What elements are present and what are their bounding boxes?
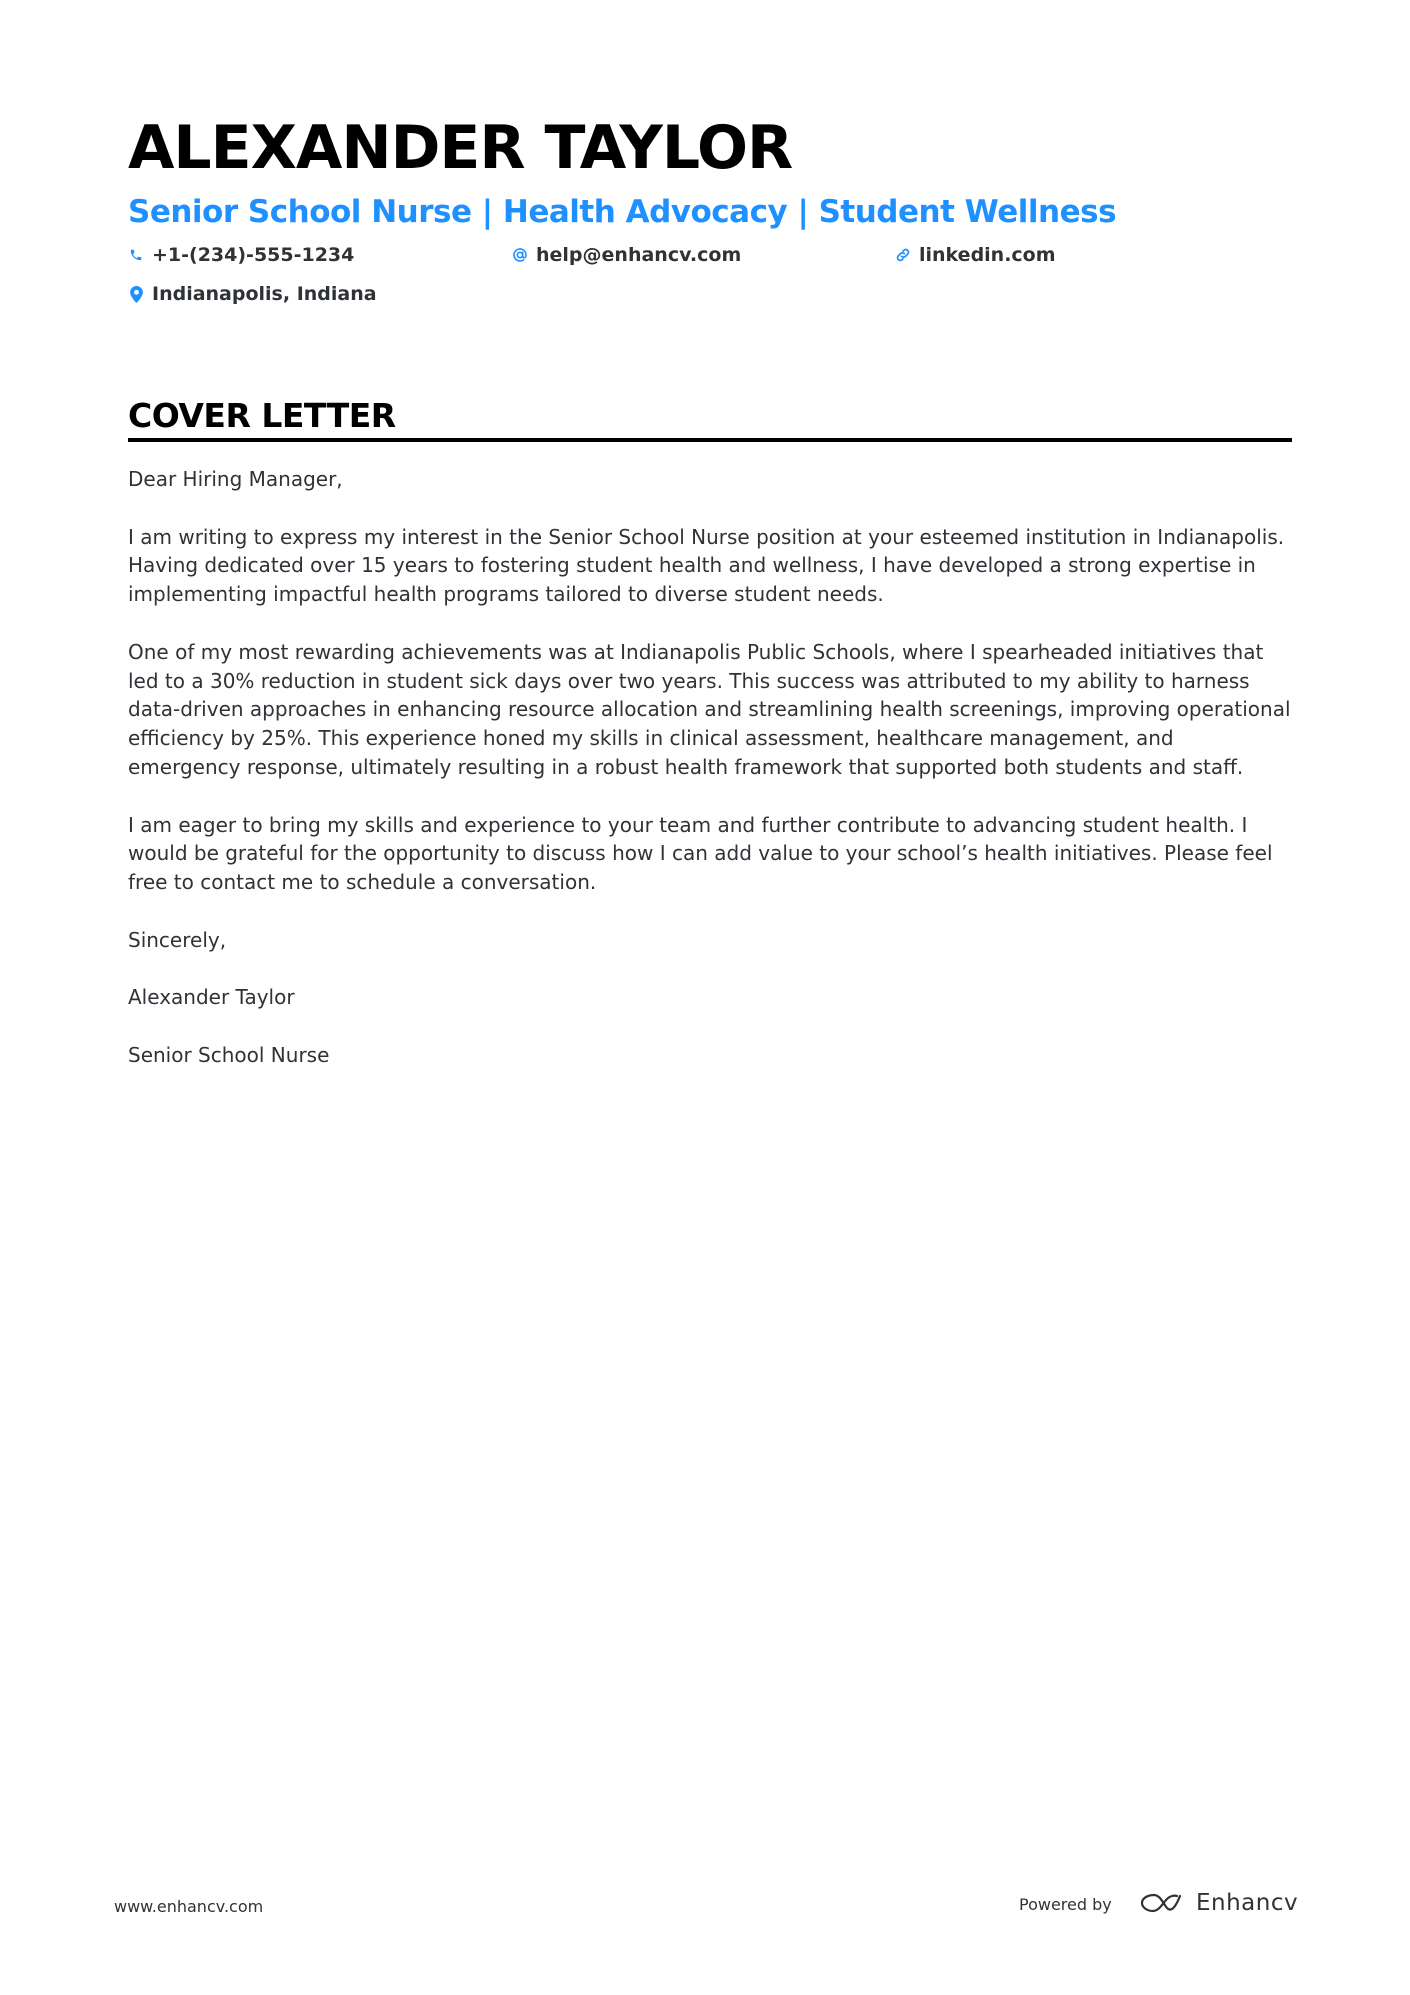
letter-paragraph: One of my most rewarding achievements was at Indianapolis Public Schools, where I spearheaded initiatives that led to a 30% reduction in student sick days over two years. This success was attributed to my ability to harness data-driven approaches in enhancing resource allocation and streamlining health screenings, improving operational efficiency by 25%. This experience honed my skills in clinical assessment, healthcare management, and emergency response, ultimately resulting in a robust health framework that supported both students and staff. <box>128 639 1291 779</box>
brand[interactable] <box>1138 1888 1298 1918</box>
location-text: Indianapolis, Indiana <box>152 283 377 305</box>
letter-greeting: Dear Hiring Manager, <box>128 467 343 491</box>
section-divider <box>128 438 1292 442</box>
phone-icon <box>128 245 144 265</box>
letter-closing: Sincerely, <box>128 927 227 952</box>
candidate-headline: Senior School Nurse | Health Advocacy | Student Wellness <box>128 194 1117 230</box>
signature-title: Senior School Nurse <box>128 1042 330 1067</box>
link-text: linkedin.com <box>919 244 1056 266</box>
footer-url[interactable]: www.enhancv.com <box>114 1897 264 1916</box>
email-text: help@enhancv.com <box>536 244 742 266</box>
contact-email <box>512 241 741 269</box>
signature-name: Alexander Taylor <box>128 985 295 1010</box>
contact-link <box>895 241 1056 269</box>
contact-location <box>128 280 377 308</box>
enhancv-logo-icon <box>1138 1890 1184 1916</box>
candidate-name: ALEXANDER TAYLOR <box>128 113 793 183</box>
contact-phone <box>128 241 354 269</box>
letter-paragraph: I am eager to bring my skills and experience to your team and further contribute to advancing student health. I would be grateful for the opportunity to discuss how I can add value to your school’s health initiatives. Please feel free to contact me to schedule a conversation. <box>128 812 1273 895</box>
section-title: COVER LETTER <box>128 396 396 435</box>
at-icon <box>512 245 528 265</box>
letter-paragraph: I am writing to express my interest in the Senior School Nurse position at your esteemed institution in Indianapolis. Having dedicated over 15 years to fostering student health and wellness, I have developed a strong expertise in implementing impactful health programs tailored to diverse student needs. <box>128 524 1285 607</box>
link-icon <box>895 245 911 265</box>
letter-body <box>128 465 1292 1099</box>
powered-by-label: Powered by <box>1019 1895 1112 1914</box>
location-pin-icon <box>128 284 144 304</box>
brand-name: Enhancv <box>1196 1890 1299 1916</box>
phone-text: +1-(234)-555-1234 <box>152 244 355 266</box>
